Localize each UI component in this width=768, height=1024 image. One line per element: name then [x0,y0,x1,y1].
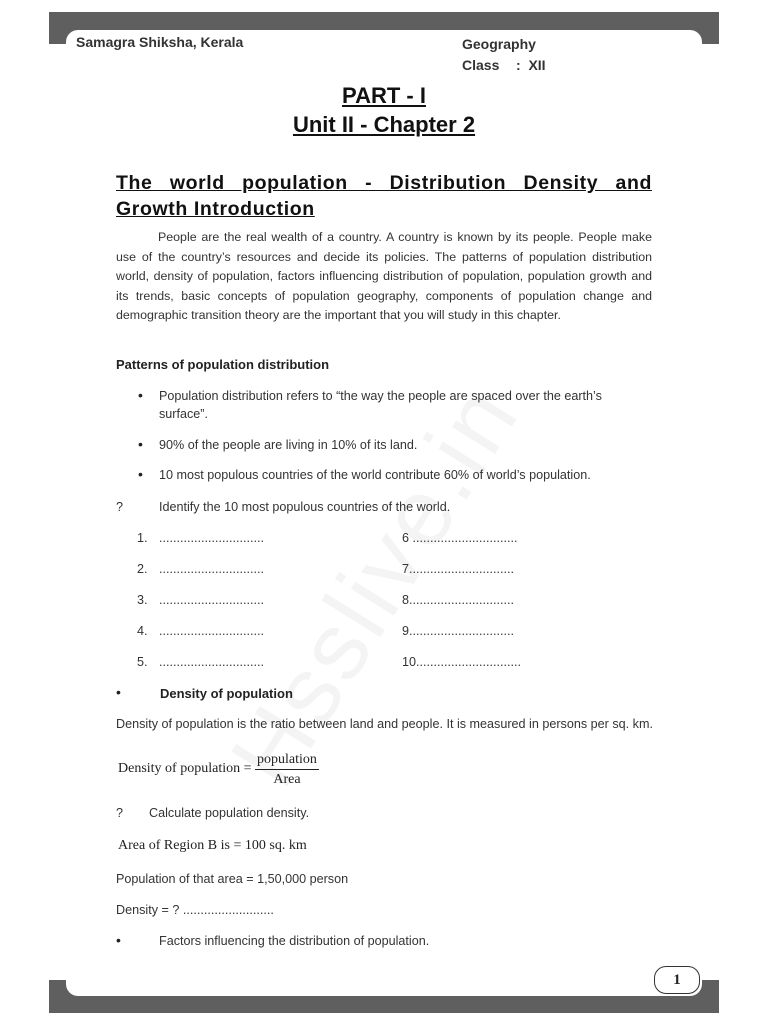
bullet-item: 90% of the people are living in 10% of its land. [159,438,418,452]
list-number: 3. [137,593,148,607]
unit-title: Unit II - Chapter 2 [292,112,476,137]
question-text: Calculate population density. [149,806,310,820]
watermark [209,365,541,806]
answer-blank-right[interactable]: 8.............................. [402,593,514,607]
chapter-heading [116,170,652,222]
class-value: : XII [516,57,546,73]
answer-blank[interactable]: .............................. [159,531,264,545]
population-line: Population of that area = 1,50,000 person [116,872,349,886]
list-number: 5. [137,655,148,669]
chapter-heading-line2: Growth Introduction [116,198,315,220]
formula-left: Density of population = [118,761,252,776]
formula-fraction [255,752,319,788]
part-title: PART - I [342,83,426,108]
page-number: 1 [654,966,700,994]
footer-tab [66,966,702,996]
org-name: Samagra Shiksha, Kerala [76,34,244,50]
area-line: Area of Region B is = 100 sq. km [118,838,307,853]
density-heading: Density of population [160,686,293,701]
answer-blank[interactable]: .............................. [159,655,264,669]
intro-text: People are the real wealth of a country. A country is known by its people. People make use of the country’s resources and decide its policies. The patterns of population distribution world, density of population, factors influencing distribution of population, population growth and its trends, basic concepts of population geography, components of population change and demographic transition theory are the important that you will study in this chapter. [116,230,652,322]
question-mark: ? [116,806,124,820]
list-number: 2. [137,562,148,576]
bullet-dot: • [116,932,121,948]
list-number: 4. [137,624,148,638]
bullet-item: 10 most populous countries of the world contribute 60% of world’s population. [159,468,591,482]
answer-blank[interactable]: .............................. [159,562,264,576]
answer-blank-right[interactable]: 10.............................. [402,655,521,669]
answer-blank-right[interactable]: 6 .............................. [402,531,518,545]
formula-numerator: population [255,752,319,770]
list-number: 1. [137,531,148,545]
bullet-item: Population distribution refers to “the way the people are spaced over the earth’s [159,389,602,403]
formula-denominator: Area [273,772,301,787]
factors-item: Factors influencing the distribution of population. [159,934,430,948]
answer-blank[interactable]: .............................. [159,593,264,607]
answer-blank[interactable]: .............................. [159,624,264,638]
chapter-heading-line1: The world population - Distribution Density and [116,172,652,194]
bullet-item-cont: surface”. [159,407,208,421]
intro-paragraph [116,228,652,326]
density-answer-line[interactable]: Density = ? .......................... [116,903,274,917]
subject-label: Geography [462,36,536,52]
question-text: Identify the 10 most populous countries of the world. [159,500,451,514]
patterns-heading: Patterns of population distribution [116,357,330,372]
bullet-dot: • [138,387,143,403]
bullet-dot: • [116,684,121,700]
bullet-dot: • [138,436,143,452]
density-definition: Density of population is the ratio between land and people. It is measured in persons per sq. km. [116,717,653,731]
bullet-dot: • [138,466,143,482]
answer-blank-right[interactable]: 9.............................. [402,624,514,638]
class-label: Class [462,57,500,73]
answer-blank-right[interactable]: 7.............................. [402,562,514,576]
question-mark: ? [116,500,124,514]
